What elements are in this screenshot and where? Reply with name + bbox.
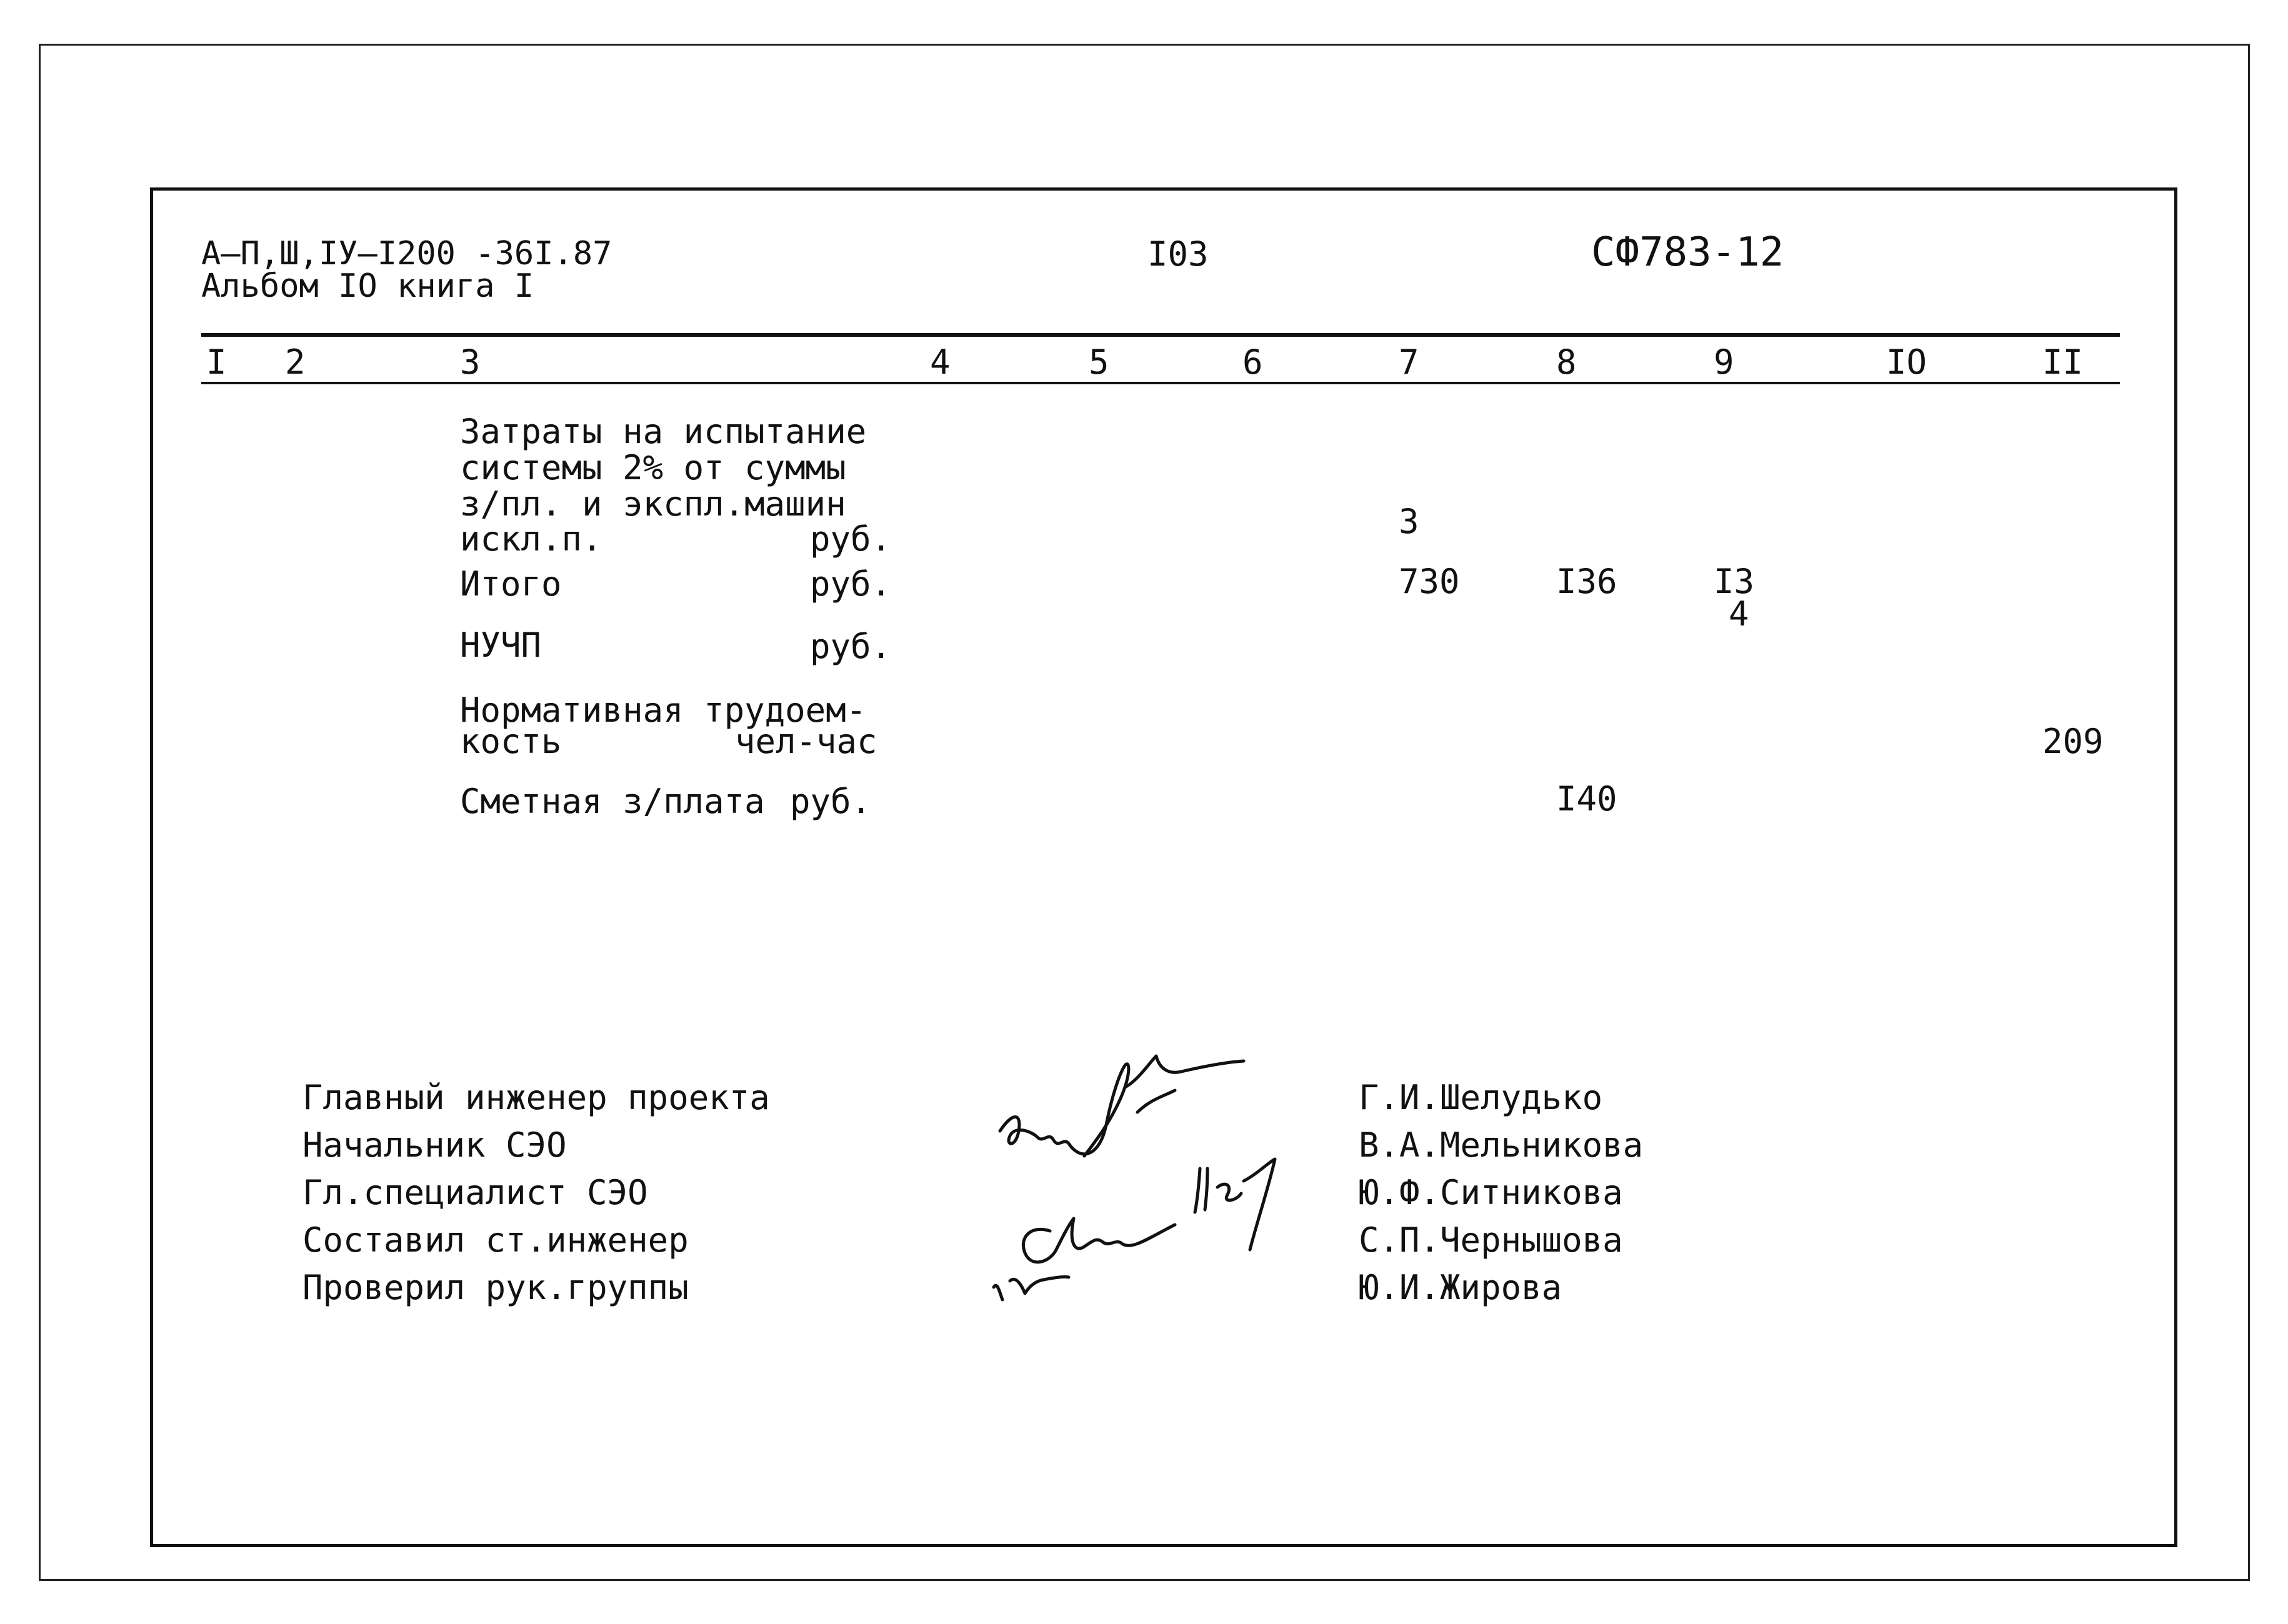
col-header-4: 4 [930, 342, 951, 382]
row-unit: руб. [790, 782, 872, 821]
col-header-1: I [206, 342, 227, 382]
table-header-rule [201, 382, 2120, 384]
signatory-name: С.П.Чернышова [1359, 1220, 1623, 1260]
document-code: А–П,Ш,IУ–I200 -36I.87 [201, 235, 612, 272]
col-header-5: 5 [1089, 342, 1109, 382]
cell-col9: I3 [1714, 562, 1755, 601]
col-header-3: 3 [460, 342, 481, 382]
signature-role: Составил ст.инженер [302, 1220, 689, 1260]
cell-col8: I40 [1556, 779, 1617, 819]
row-desc-line: НУЧП [460, 625, 542, 665]
inner-frame [150, 187, 2177, 1547]
signature-role: Гл.специалист СЭО [302, 1173, 648, 1212]
cell-col8: I36 [1556, 562, 1617, 601]
col-header-11: II [2042, 342, 2084, 382]
row-desc-line: Сметная з/плата [460, 782, 765, 821]
col-header-7: 7 [1399, 342, 1419, 382]
cell-col11: 209 [2042, 722, 2104, 761]
cell-col7: 3 [1399, 502, 1419, 541]
col-header-6: 6 [1242, 342, 1263, 382]
row-unit: руб. [810, 627, 892, 666]
signatory-name: Ю.Ф.Ситникова [1359, 1173, 1623, 1212]
signatory-name: Г.И.Шелудько [1359, 1078, 1603, 1117]
col-header-8: 8 [1556, 342, 1577, 382]
row-desc-line: системы 2% от суммы [460, 448, 846, 487]
row-desc-line: искл.п. [460, 519, 602, 559]
page-number: I03 [1147, 234, 1209, 274]
cell-col7: 730 [1399, 562, 1460, 601]
signatory-name: В.А.Мельникова [1359, 1125, 1644, 1165]
row-desc-line: Затраты на испытание [460, 412, 867, 451]
handwritten-signatures-image [975, 1037, 1312, 1337]
col-header-9: 9 [1714, 342, 1734, 382]
row-desc-line: Нормативная трудоем- [460, 690, 867, 730]
row-unit: руб. [810, 564, 892, 604]
col-header-2: 2 [285, 342, 306, 382]
cell-col9-continued: 4 [1729, 594, 1749, 634]
row-desc-line: Итого [460, 564, 562, 604]
col-header-10: IO [1886, 342, 1927, 382]
signatory-name: Ю.И.Жирова [1359, 1268, 1562, 1307]
sheet-code: СФ783-12 [1591, 229, 1784, 276]
signature-role: Главный инженер проекта [302, 1078, 770, 1117]
row-unit: руб. [810, 519, 892, 559]
row-desc-line: з/пл. и экспл.машин [460, 484, 846, 524]
table-top-rule [201, 333, 2120, 337]
signature-role: Проверил рук.группы [302, 1268, 689, 1307]
signature-role: Начальник СЭО [302, 1125, 567, 1165]
row-unit: чел-час [735, 722, 877, 761]
row-desc-line: кость [460, 722, 562, 761]
album-label: Альбом IO книга I [201, 267, 534, 305]
